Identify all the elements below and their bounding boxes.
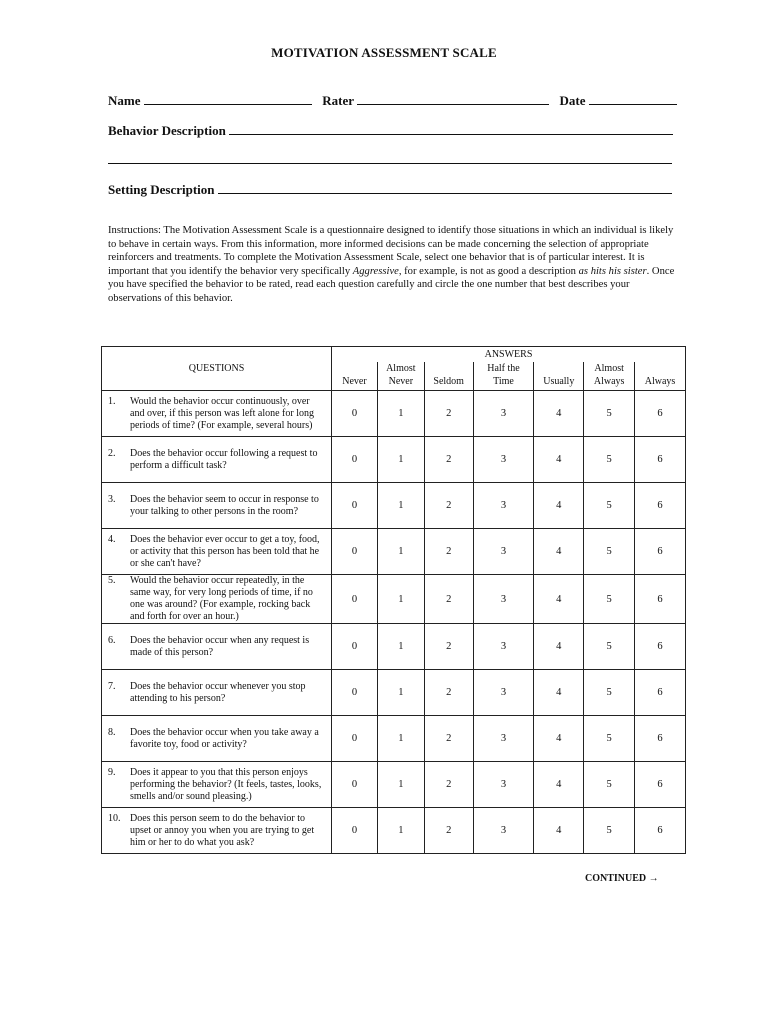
setting-label: Setting Description [108,182,215,197]
answer-option[interactable]: 3 [473,391,534,437]
question-text: Would the behavior occur repeatedly, in the same way, for very long periods of time, if no one was around? (For example, rocking back and forth for over an hour.) [130,575,313,622]
answer-option[interactable]: 1 [377,483,424,529]
question-number: 6. [108,634,116,646]
answer-option[interactable]: 4 [534,716,584,762]
answer-option[interactable]: 6 [635,483,686,529]
answer-column-header [377,362,424,391]
rater-label: Rater [322,93,354,108]
instructions-paragraph [108,224,678,306]
answer-option[interactable]: 1 [377,716,424,762]
answer-column-header [635,362,686,391]
question-row [102,529,686,575]
answer-option[interactable]: 4 [534,762,584,808]
question-cell [102,483,332,529]
answer-column-header [534,362,584,391]
answer-option[interactable]: 1 [377,808,424,854]
answer-option[interactable]: 5 [584,716,635,762]
answer-option[interactable]: 2 [424,437,473,483]
answer-option[interactable]: 1 [377,529,424,575]
question-text: Does it appear to you that this person enjoys performing the behavior? (It feels, tastes, looks, smells and/or sound pleasing.) [130,766,322,802]
question-text: Would the behavior occur continuously, over and over, if this person was left alone for long periods of time? (For example, several hours) [130,395,314,431]
answer-option[interactable]: 0 [332,391,378,437]
answer-option[interactable]: 0 [332,575,378,624]
answer-option[interactable]: 0 [332,437,378,483]
answer-option[interactable]: 6 [635,437,686,483]
question-number: 4. [108,533,116,545]
answer-option[interactable]: 5 [584,529,635,575]
question-row [102,575,686,624]
answer-option[interactable]: 1 [377,575,424,624]
answer-option[interactable]: 5 [584,483,635,529]
answer-option[interactable]: 3 [473,529,534,575]
answer-option[interactable]: 5 [584,575,635,624]
answer-option[interactable]: 0 [332,716,378,762]
questions-header: QUESTIONS [102,347,332,391]
question-row [102,437,686,483]
column-header-line1 [534,362,583,375]
question-number: 2. [108,447,116,459]
answer-option[interactable]: 3 [473,716,534,762]
column-header-line2: Usually [543,376,575,387]
instructions-text-3: . Once you have specified the behavior to be rated, read each question carefully and circle the one number that best describes your observations of this behavior. [108,265,675,304]
answer-option[interactable]: 1 [377,391,424,437]
question-text: Does the behavior occur whenever you stop attending to his person? [130,680,306,704]
instructions-italic-1: Aggressive [352,265,399,277]
question-row [102,624,686,670]
answer-option[interactable]: 2 [424,483,473,529]
instructions-italic-2: as hits his sister [578,265,647,277]
answer-option[interactable]: 6 [635,391,686,437]
question-cell [102,808,332,854]
answer-option[interactable]: 0 [332,670,378,716]
column-header-line2: Seldom [433,376,464,387]
answer-option[interactable]: 5 [584,391,635,437]
column-header-line2: Always [644,376,676,387]
question-cell [102,670,332,716]
answer-option[interactable]: 2 [424,808,473,854]
answer-column-header [332,362,378,391]
question-number: 8. [108,726,116,738]
instructions-text-2: , for example, is not as good a description [398,265,579,277]
column-header-line2: Always [593,376,625,387]
question-text: Does the behavior seem to occur in response to your talking to other persons in the room? [130,493,319,517]
answer-option[interactable]: 4 [534,624,584,670]
answer-option[interactable]: 5 [584,808,635,854]
answer-option[interactable]: 1 [377,670,424,716]
answer-option[interactable]: 6 [635,575,686,624]
column-header-line1 [332,362,377,375]
answer-option[interactable]: 4 [534,483,584,529]
answer-option[interactable]: 4 [534,575,584,624]
date-blank[interactable] [589,91,677,105]
question-number: 7. [108,680,116,692]
answer-option[interactable]: 0 [332,483,378,529]
column-header-line2: Never [342,376,367,387]
answer-option[interactable]: 4 [534,529,584,575]
question-text: Does the behavior occur when any request is made of this person? [130,634,310,658]
answer-column-header [473,362,534,391]
answer-option[interactable]: 1 [377,437,424,483]
question-cell [102,624,332,670]
behavior-continuation-blank[interactable] [108,150,672,164]
answer-column-header [584,362,635,391]
answer-option[interactable]: 4 [534,670,584,716]
answer-option[interactable]: 0 [332,808,378,854]
rater-blank[interactable] [357,91,549,105]
answer-option[interactable]: 4 [534,391,584,437]
question-number: 10. [108,812,121,824]
answer-option[interactable]: 2 [424,762,473,808]
answer-option[interactable]: 2 [424,670,473,716]
answer-option[interactable]: 6 [635,624,686,670]
answer-option[interactable]: 3 [473,624,534,670]
question-cell [102,437,332,483]
continued-label: CONTINUED → [585,873,659,884]
answer-option[interactable]: 2 [424,391,473,437]
answer-option[interactable]: 2 [424,716,473,762]
question-cell [102,391,332,437]
column-header-line2: Time [493,376,514,387]
name-blank[interactable] [144,91,312,105]
question-text: Does the behavior ever occur to get a toy, food, or activity that this person has been told that he or she can't have? [130,533,320,569]
answer-option[interactable]: 6 [635,762,686,808]
answer-option[interactable]: 0 [332,529,378,575]
answer-option[interactable]: 6 [635,670,686,716]
question-text: Does the behavior occur following a request to perform a difficult task? [130,447,318,471]
column-header-line2: Never [388,376,414,387]
question-number: 1. [108,395,116,407]
answer-option[interactable]: 6 [635,808,686,854]
behavior-blank[interactable] [229,121,673,135]
question-row [102,808,686,854]
answer-option[interactable]: 4 [534,437,584,483]
question-row [102,762,686,808]
behavior-continuation-row [108,150,672,168]
page-title: MOTIVATION ASSESSMENT SCALE [271,45,497,60]
answer-option[interactable]: 1 [377,624,424,670]
question-row [102,670,686,716]
answer-option[interactable]: 3 [473,762,534,808]
question-number: 3. [108,493,116,505]
question-cell [102,575,332,624]
question-text: Does this person seem to do the behavior to upset or annoy you when you are trying to get him or her to do what you ask? [130,812,315,848]
instructions-text-1: Instructions: The Motivation Assessment Scale is a questionnaire designed to identify those situations in which an individual is likely to behave in certain ways. From this information, more informed decisions can be made concerning the selection of appropriate reinforcers and treatments. To complete the Motivation Assessment Scale, select one behavior that is of particular interest. It is important that you identify the behavior very specifically [108,225,674,277]
answer-option[interactable]: 5 [584,762,635,808]
behavior-field-row [108,121,673,139]
identity-fields-row [108,91,677,109]
setting-field-row [108,180,672,198]
question-text: Does the behavior occur when you take away a favorite toy, food or activity? [130,726,319,750]
answer-option[interactable]: 3 [473,437,534,483]
answer-option[interactable]: 3 [473,670,534,716]
assessment-table [101,346,686,854]
date-label: Date [559,93,586,108]
column-header-line1: Almost [594,363,624,374]
answer-option[interactable]: 1 [377,762,424,808]
answers-header: ANSWERS [332,347,686,363]
questions-body [102,391,686,854]
column-header-line1: Almost [386,363,416,374]
question-row [102,391,686,437]
question-cell [102,716,332,762]
answer-option[interactable]: 0 [332,624,378,670]
answer-option[interactable]: 0 [332,762,378,808]
answer-option[interactable]: 5 [584,670,635,716]
answer-option[interactable]: 2 [424,624,473,670]
column-header-line1: Half the [487,363,520,374]
answer-option[interactable]: 3 [473,575,534,624]
answer-option[interactable]: 3 [473,483,534,529]
answer-option[interactable]: 5 [584,437,635,483]
answer-option[interactable]: 6 [635,716,686,762]
answer-option[interactable]: 5 [584,624,635,670]
column-header-line1 [635,362,685,375]
answer-option[interactable]: 2 [424,529,473,575]
question-row [102,716,686,762]
setting-blank[interactable] [218,180,672,194]
question-cell [102,762,332,808]
question-row [102,483,686,529]
answer-option[interactable]: 2 [424,575,473,624]
answer-option[interactable]: 4 [534,808,584,854]
question-number: 9. [108,766,116,778]
behavior-label: Behavior Description [108,123,226,138]
answer-option[interactable]: 3 [473,808,534,854]
answer-option[interactable]: 6 [635,529,686,575]
answer-column-header [424,362,473,391]
question-number: 5. [108,575,116,586]
column-header-line1 [425,362,473,375]
name-label: Name [108,93,141,108]
question-cell [102,529,332,575]
